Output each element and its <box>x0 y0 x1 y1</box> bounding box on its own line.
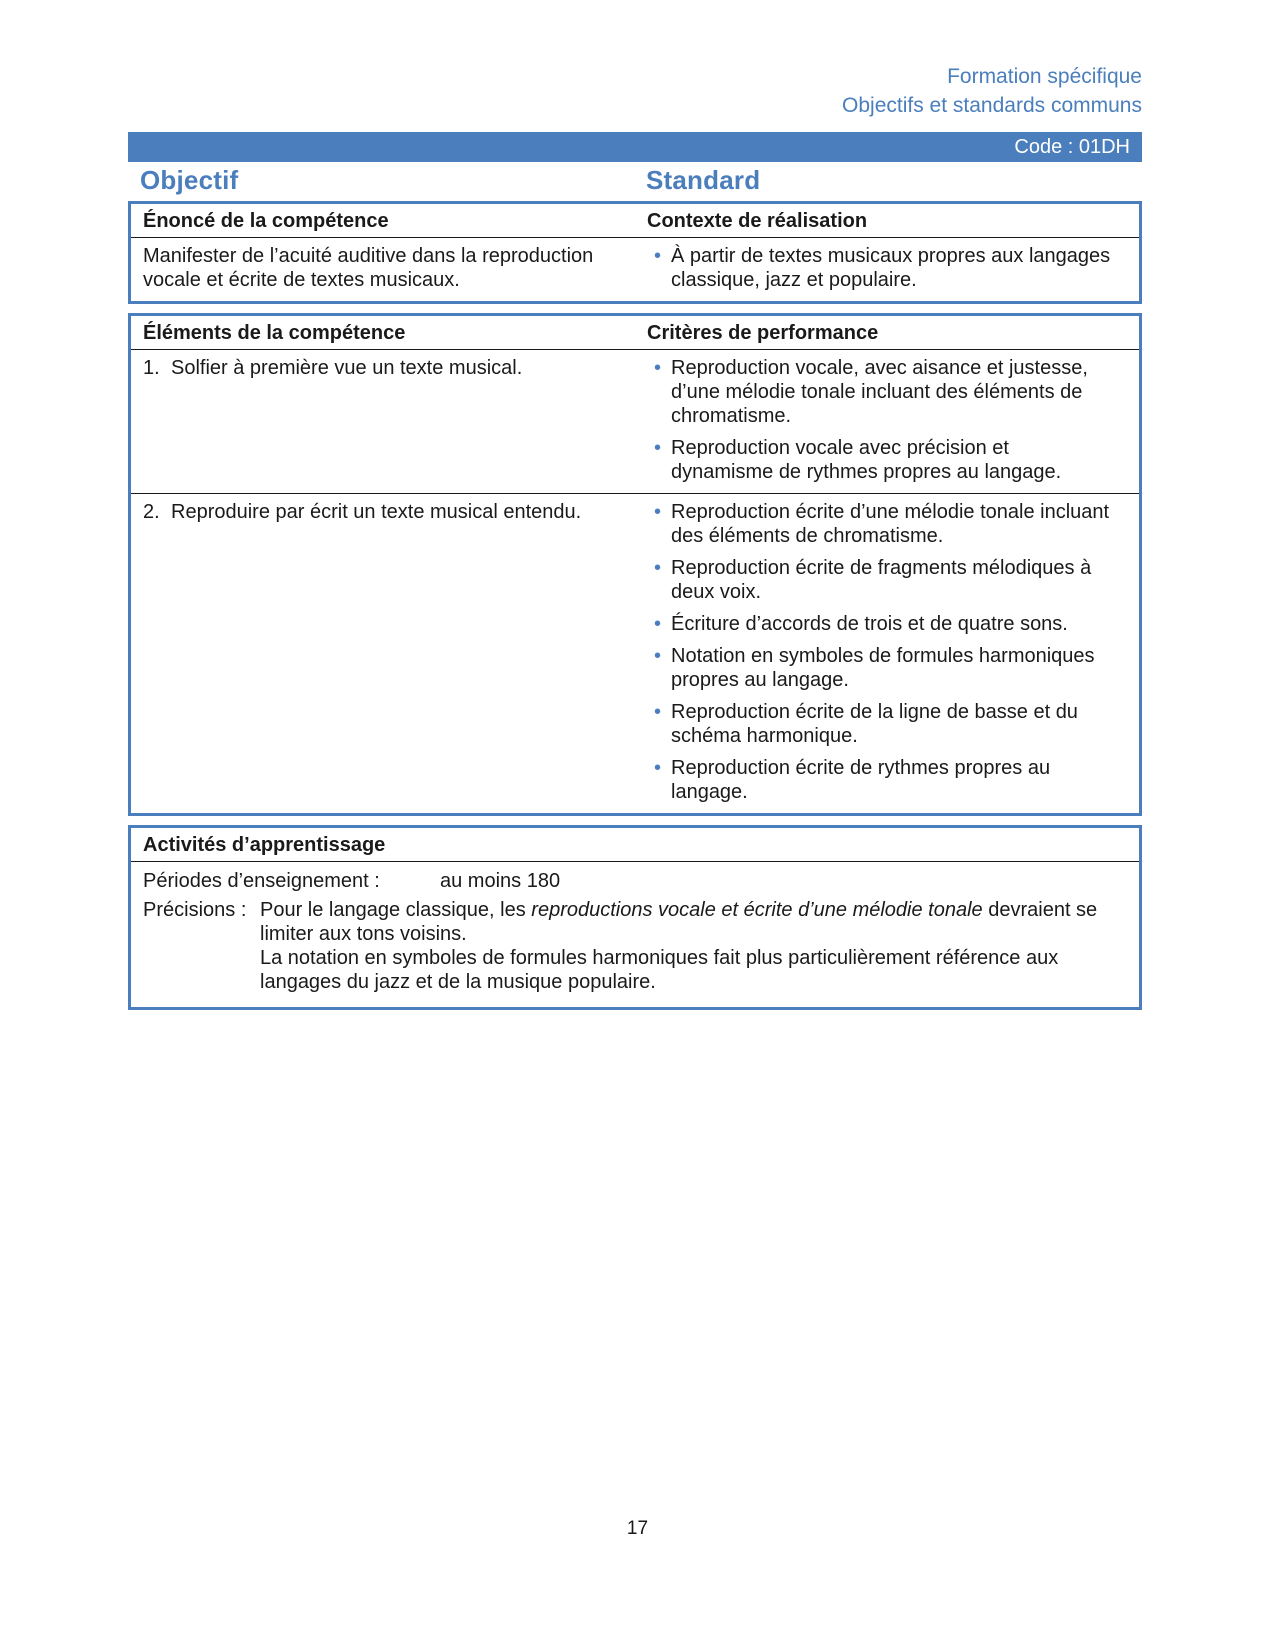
numbered-item <box>143 356 638 380</box>
bullet-icon: • <box>654 557 662 579</box>
bullet-icon: • <box>654 757 662 779</box>
bullet-icon: • <box>654 357 662 379</box>
bullet-text: Reproduction écrite de fragments mélodiques à deux voix. <box>671 557 1092 603</box>
bullet-text: Écriture d’accords de trois et de quatre sons. <box>671 613 1068 635</box>
criteria-cell-1 <box>646 350 1139 493</box>
bullet-text: Reproduction écrite d’une mélodie tonale incluant des éléments de chromatisme. <box>671 501 1110 547</box>
competence-header-row <box>131 204 1139 238</box>
header-cell-criteres: Critères de performance <box>647 322 879 344</box>
competence-table <box>128 201 1142 304</box>
precisions-content <box>260 898 1140 994</box>
precisions-paragraph-1 <box>260 898 1140 946</box>
list-item <box>646 644 1131 692</box>
bullet-icon: • <box>654 701 662 723</box>
list-item <box>646 356 1131 428</box>
bullet-icon: • <box>654 245 662 267</box>
bullet-icon: • <box>654 613 662 635</box>
list-item <box>646 556 1131 604</box>
element-number: 2. <box>143 501 160 523</box>
element-row-1 <box>131 350 1139 493</box>
standard-heading-cell <box>646 165 1142 196</box>
element-text: Solfier à première vue un texte musical. <box>171 357 523 379</box>
criteria-cell-2 <box>646 494 1139 813</box>
list-item <box>646 244 1131 292</box>
element-text: Reproduire par écrit un texte musical entendu. <box>171 501 582 523</box>
header-line-1: Formation spécifique <box>947 65 1142 88</box>
header-cell-contexte: Contexte de réalisation <box>647 210 868 232</box>
bullet-icon: • <box>654 437 662 459</box>
elements-header-row <box>131 316 1139 350</box>
precisions-label: Précisions : <box>143 899 247 921</box>
list-item <box>646 500 1131 548</box>
standard-heading: Standard <box>646 165 761 195</box>
periods-value: au moins 180 <box>440 870 561 892</box>
precisions-paragraph-2: La notation en symboles de formules harmoniques fait plus particulièrement référence aux langages du jazz et de la musique populaire. <box>260 947 1059 993</box>
list-item <box>646 612 1131 636</box>
bullet-text: Reproduction vocale, avec aisance et justesse, d’une mélodie tonale incluant des éléments de chromatisme. <box>671 357 1088 427</box>
bullet-icon: • <box>654 501 662 523</box>
objectif-heading-cell <box>128 165 646 196</box>
elements-table <box>128 313 1142 816</box>
header-line-2: Objectifs et standards communs <box>842 94 1142 117</box>
objectif-heading: Objectif <box>140 165 239 195</box>
competence-body-row <box>131 238 1139 301</box>
bullet-text: Reproduction vocale avec précision et dynamisme de rythmes propres au langage. <box>671 437 1062 483</box>
element-row-2 <box>131 493 1139 813</box>
document-content <box>128 0 1142 1019</box>
context-cell <box>646 238 1139 301</box>
statement-cell <box>131 238 646 301</box>
precisions-p1-italic: reproductions vocale et écrite d’une mélodie tonale <box>531 899 983 921</box>
code-label: Code : 01DH <box>1014 136 1130 158</box>
header-cell-enonce: Énoncé de la compétence <box>143 210 389 232</box>
periods-row <box>143 869 1131 893</box>
column-headings <box>128 165 1142 196</box>
precisions-p1-pre: Pour le langage classique, les <box>260 899 532 921</box>
page-number: 17 <box>626 1518 649 1539</box>
doc-header <box>128 0 1142 120</box>
activities-header: Activités d’apprentissage <box>131 828 1139 862</box>
element-cell-1 <box>131 350 646 493</box>
element-number: 1. <box>143 357 160 379</box>
list-item <box>646 756 1131 804</box>
bullet-icon: • <box>654 645 662 667</box>
periods-label: Périodes d’enseignement : <box>143 870 380 892</box>
numbered-item <box>143 500 638 524</box>
element-cell-2 <box>131 494 646 813</box>
bullet-text: Reproduction écrite de la ligne de basse et du schéma harmonique. <box>671 701 1078 747</box>
bullet-text: Reproduction écrite de rythmes propres au langage. <box>671 757 1051 803</box>
bullet-text: Notation en symboles de formules harmoniques propres au langage. <box>671 645 1095 691</box>
precisions-p1-post: devraient se limiter aux tons voisins. <box>260 899 1098 945</box>
bullet-text: À partir de textes musicaux propres aux langages classique, jazz et populaire. <box>671 245 1111 291</box>
list-item <box>646 700 1131 748</box>
precisions-row <box>143 898 1131 994</box>
list-item <box>646 436 1131 484</box>
header-cell-elements: Éléments de la compétence <box>143 322 406 344</box>
statement-text: Manifester de l’acuité auditive dans la reproduction vocale et écrite de textes musicaux. <box>143 245 594 291</box>
code-bar <box>128 132 1142 162</box>
activities-body <box>131 862 1139 1007</box>
activities-table <box>128 825 1142 1010</box>
